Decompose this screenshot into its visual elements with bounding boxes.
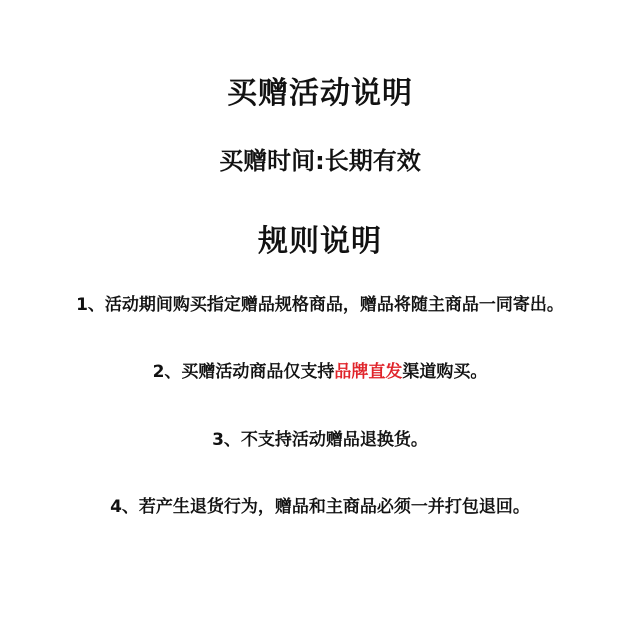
rule-item-2-highlight: 品牌直发 xyxy=(334,362,403,382)
page-title: 买赠活动说明 xyxy=(227,76,413,111)
rules-heading: 规则说明 xyxy=(258,224,382,259)
rule-item-1: 1、活动期间购买指定赠品规格商品，赠品将随主商品一同寄出。 xyxy=(76,295,564,315)
rule-item-4: 4、若产生退货行为，赠品和主商品必须一并打包退回。 xyxy=(110,497,530,517)
rule-item-3: 3、不支持活动赠品退换货。 xyxy=(212,430,428,450)
promotion-period: 买赠时间:长期有效 xyxy=(219,147,421,175)
rule-item-2-suffix: 渠道购买。 xyxy=(402,362,488,382)
rule-item-2-prefix: 2、买赠活动商品仅支持 xyxy=(152,362,335,382)
rule-item-2 xyxy=(0,357,640,382)
